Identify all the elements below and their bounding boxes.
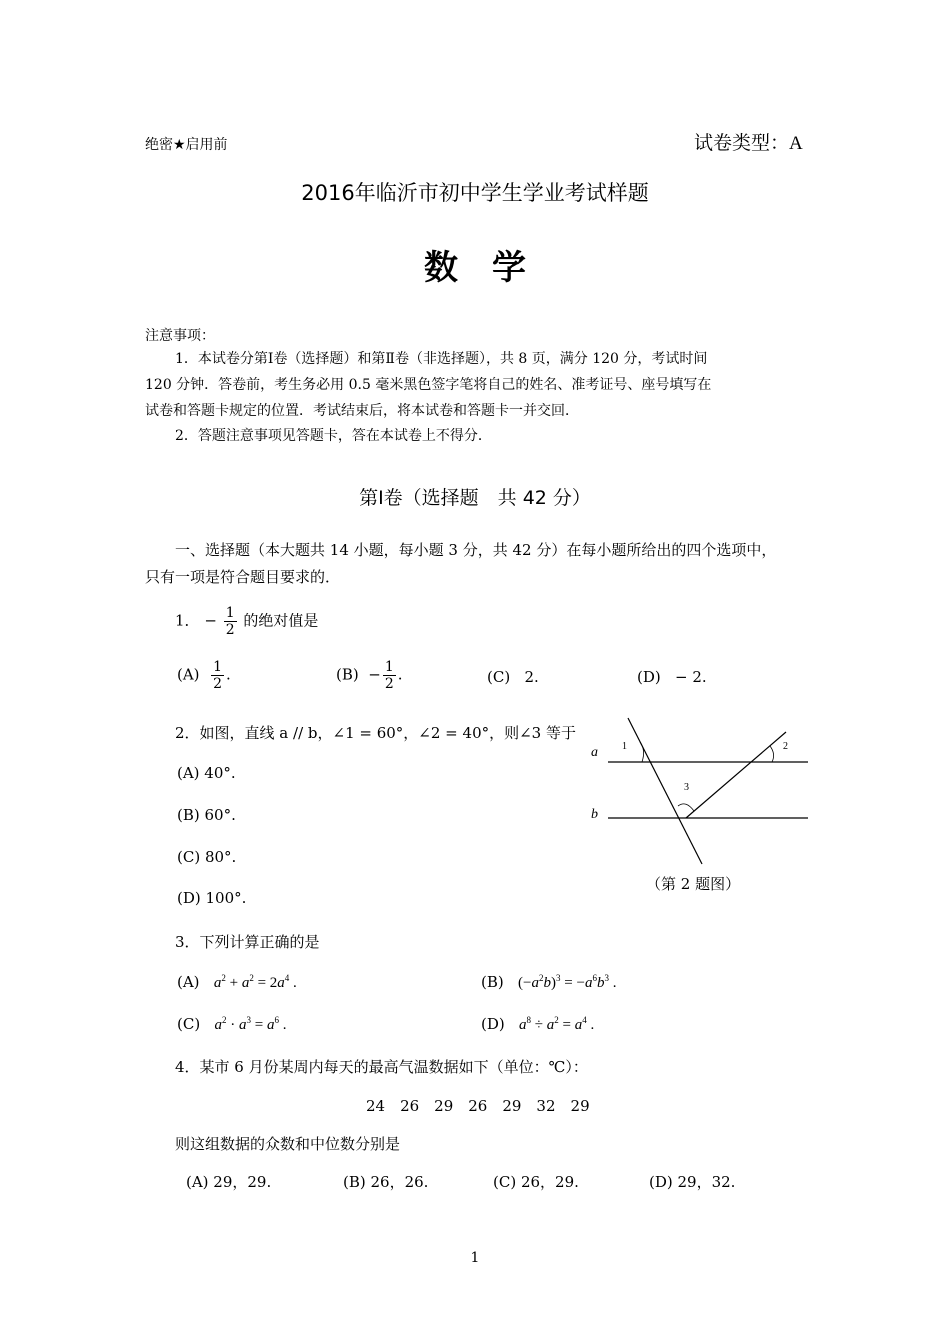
q1-option-d-label: (D): [637, 668, 661, 686]
section-intro-1: 一、选择题（本大题共 14 小题，每小题 3 分，共 42 分）在每小题所给出的四个选项中，: [175, 541, 777, 559]
paper-type-label: 试卷类型：: [694, 132, 790, 154]
q3-option-c: [177, 1015, 286, 1034]
transversal-line: [628, 718, 702, 864]
q3-option-d-expr: $a^8 \div a^2 = a^4$ .: [519, 1015, 595, 1033]
q1-option-a: [177, 660, 231, 691]
q3-option-b-expr: $(-a^2b)^3 = -a^6b^3$ .: [518, 973, 617, 991]
paper-type: [694, 128, 803, 155]
q1-option-b-fraction: [383, 660, 396, 691]
section-intro-2: 只有一项是符合题目要求的．: [145, 568, 341, 586]
q1-number: 1．: [175, 611, 200, 630]
q1-stem: [175, 606, 318, 637]
q2-option-a: (A) 40°.: [177, 764, 236, 782]
q1-minus: −: [204, 611, 217, 630]
q1-fraction-den: 2: [225, 622, 235, 638]
q1-option-b-label: (B): [336, 665, 359, 684]
angle3-label: 3: [684, 782, 689, 793]
angle2-label: 2: [783, 741, 788, 752]
q1-option-c: [487, 668, 539, 686]
notice-line-4: 2．答题注意事项见答题卡，答在本试卷上不得分．: [175, 428, 492, 444]
q1-option-d-value: − 2.: [675, 668, 707, 686]
q1-option-a-num: 1: [213, 659, 223, 675]
q1-option-b-num: 1: [384, 659, 394, 675]
q1-option-a-tail: .: [226, 665, 231, 684]
notice-heading: 注意事项：: [145, 328, 215, 344]
notice-line-2: 120 分钟．答卷前，考生务必用 0.5 毫米黑色签字笔将自己的姓名、准考证号、座号填写在: [145, 377, 712, 393]
q4-stem: 4．某市 6 月份某周内每天的最高气温数据如下（单位：℃）：: [175, 1058, 588, 1076]
q1-option-b: [336, 660, 403, 691]
q2-figure-caption: （第 2 题图）: [646, 875, 741, 893]
q4-option-d: (D) 29，32.: [649, 1173, 736, 1191]
q3-option-c-expr: $a^2 \cdot a^3 = a^6$ .: [214, 1015, 287, 1033]
q1-option-a-label: (A): [177, 665, 200, 684]
q3-option-d: [481, 1015, 594, 1034]
angle1-arc: [640, 742, 644, 762]
q4-option-c: (C) 26，29.: [493, 1173, 579, 1191]
slanted-line: [686, 732, 786, 818]
q4-option-a: (A) 29，29.: [186, 1173, 272, 1191]
exam-title: 2016年临沂市初中学生学业考试样题: [301, 181, 649, 205]
section-title: 第Ⅰ卷（选择题 共 42 分）: [359, 487, 591, 509]
q2-option-b: (B) 60°.: [177, 806, 236, 824]
q2-option-c: (C) 80°.: [177, 848, 237, 866]
confidential-mark: 绝密★启用前: [145, 137, 228, 153]
q4-ask: 则这组数据的众数和中位数分别是: [175, 1135, 401, 1153]
page-number: 1: [470, 1250, 480, 1266]
q1-option-b-minus: −: [368, 665, 381, 684]
q1-option-b-den: 2: [384, 676, 394, 692]
q1-option-a-den: 2: [213, 676, 223, 692]
angle1-label: 1: [622, 741, 627, 752]
q3-option-a-label: (A): [177, 973, 200, 991]
q1-option-a-fraction: [211, 660, 224, 691]
angle3-arc: [678, 804, 694, 811]
q2-option-d: (D) 100°.: [177, 889, 247, 907]
notice-line-1: 1．本试卷分第Ⅰ卷（选择题）和第Ⅱ卷（非选择题），共 8 页，满分 120 分，考试时间: [175, 351, 708, 367]
q1-option-d: [637, 668, 707, 686]
label-a: a: [591, 745, 598, 760]
q1-fraction: [224, 606, 237, 637]
q1-option-b-tail: .: [397, 665, 403, 684]
q1-fraction-num: 1: [225, 605, 235, 621]
q3-option-a: [177, 973, 297, 992]
label-b: b: [591, 807, 598, 822]
q2-figure: [580, 712, 820, 872]
notice-line-3: 试卷和答题卡规定的位置．考试结束后，将本试卷和答题卡一并交回．: [145, 403, 579, 419]
q3-stem: 3．下列计算正确的是: [175, 933, 320, 951]
q3-option-b: [481, 973, 616, 992]
q1-option-c-label: (C): [487, 668, 511, 686]
q3-option-d-label: (D): [481, 1015, 505, 1033]
q4-option-b: (B) 26，26.: [343, 1173, 429, 1191]
paper-type-value: A: [789, 133, 803, 154]
q3-option-a-expr: $a^2 + a^2 = 2a^4$ .: [213, 973, 297, 991]
q3-option-b-label: (B): [481, 973, 504, 991]
subject-title: 数 学: [424, 248, 526, 288]
q2-stem: 2．如图，直线 a // b，∠1 = 60°，∠2 = 40°，则∠3 等于: [175, 724, 576, 742]
q1-text: 的绝对值是: [243, 611, 319, 630]
q1-option-c-value: 2.: [524, 668, 539, 686]
q3-option-c-label: (C): [177, 1015, 201, 1033]
q4-data: 24 26 29 26 29 32 29: [366, 1097, 590, 1115]
angle2-arc: [770, 746, 774, 762]
